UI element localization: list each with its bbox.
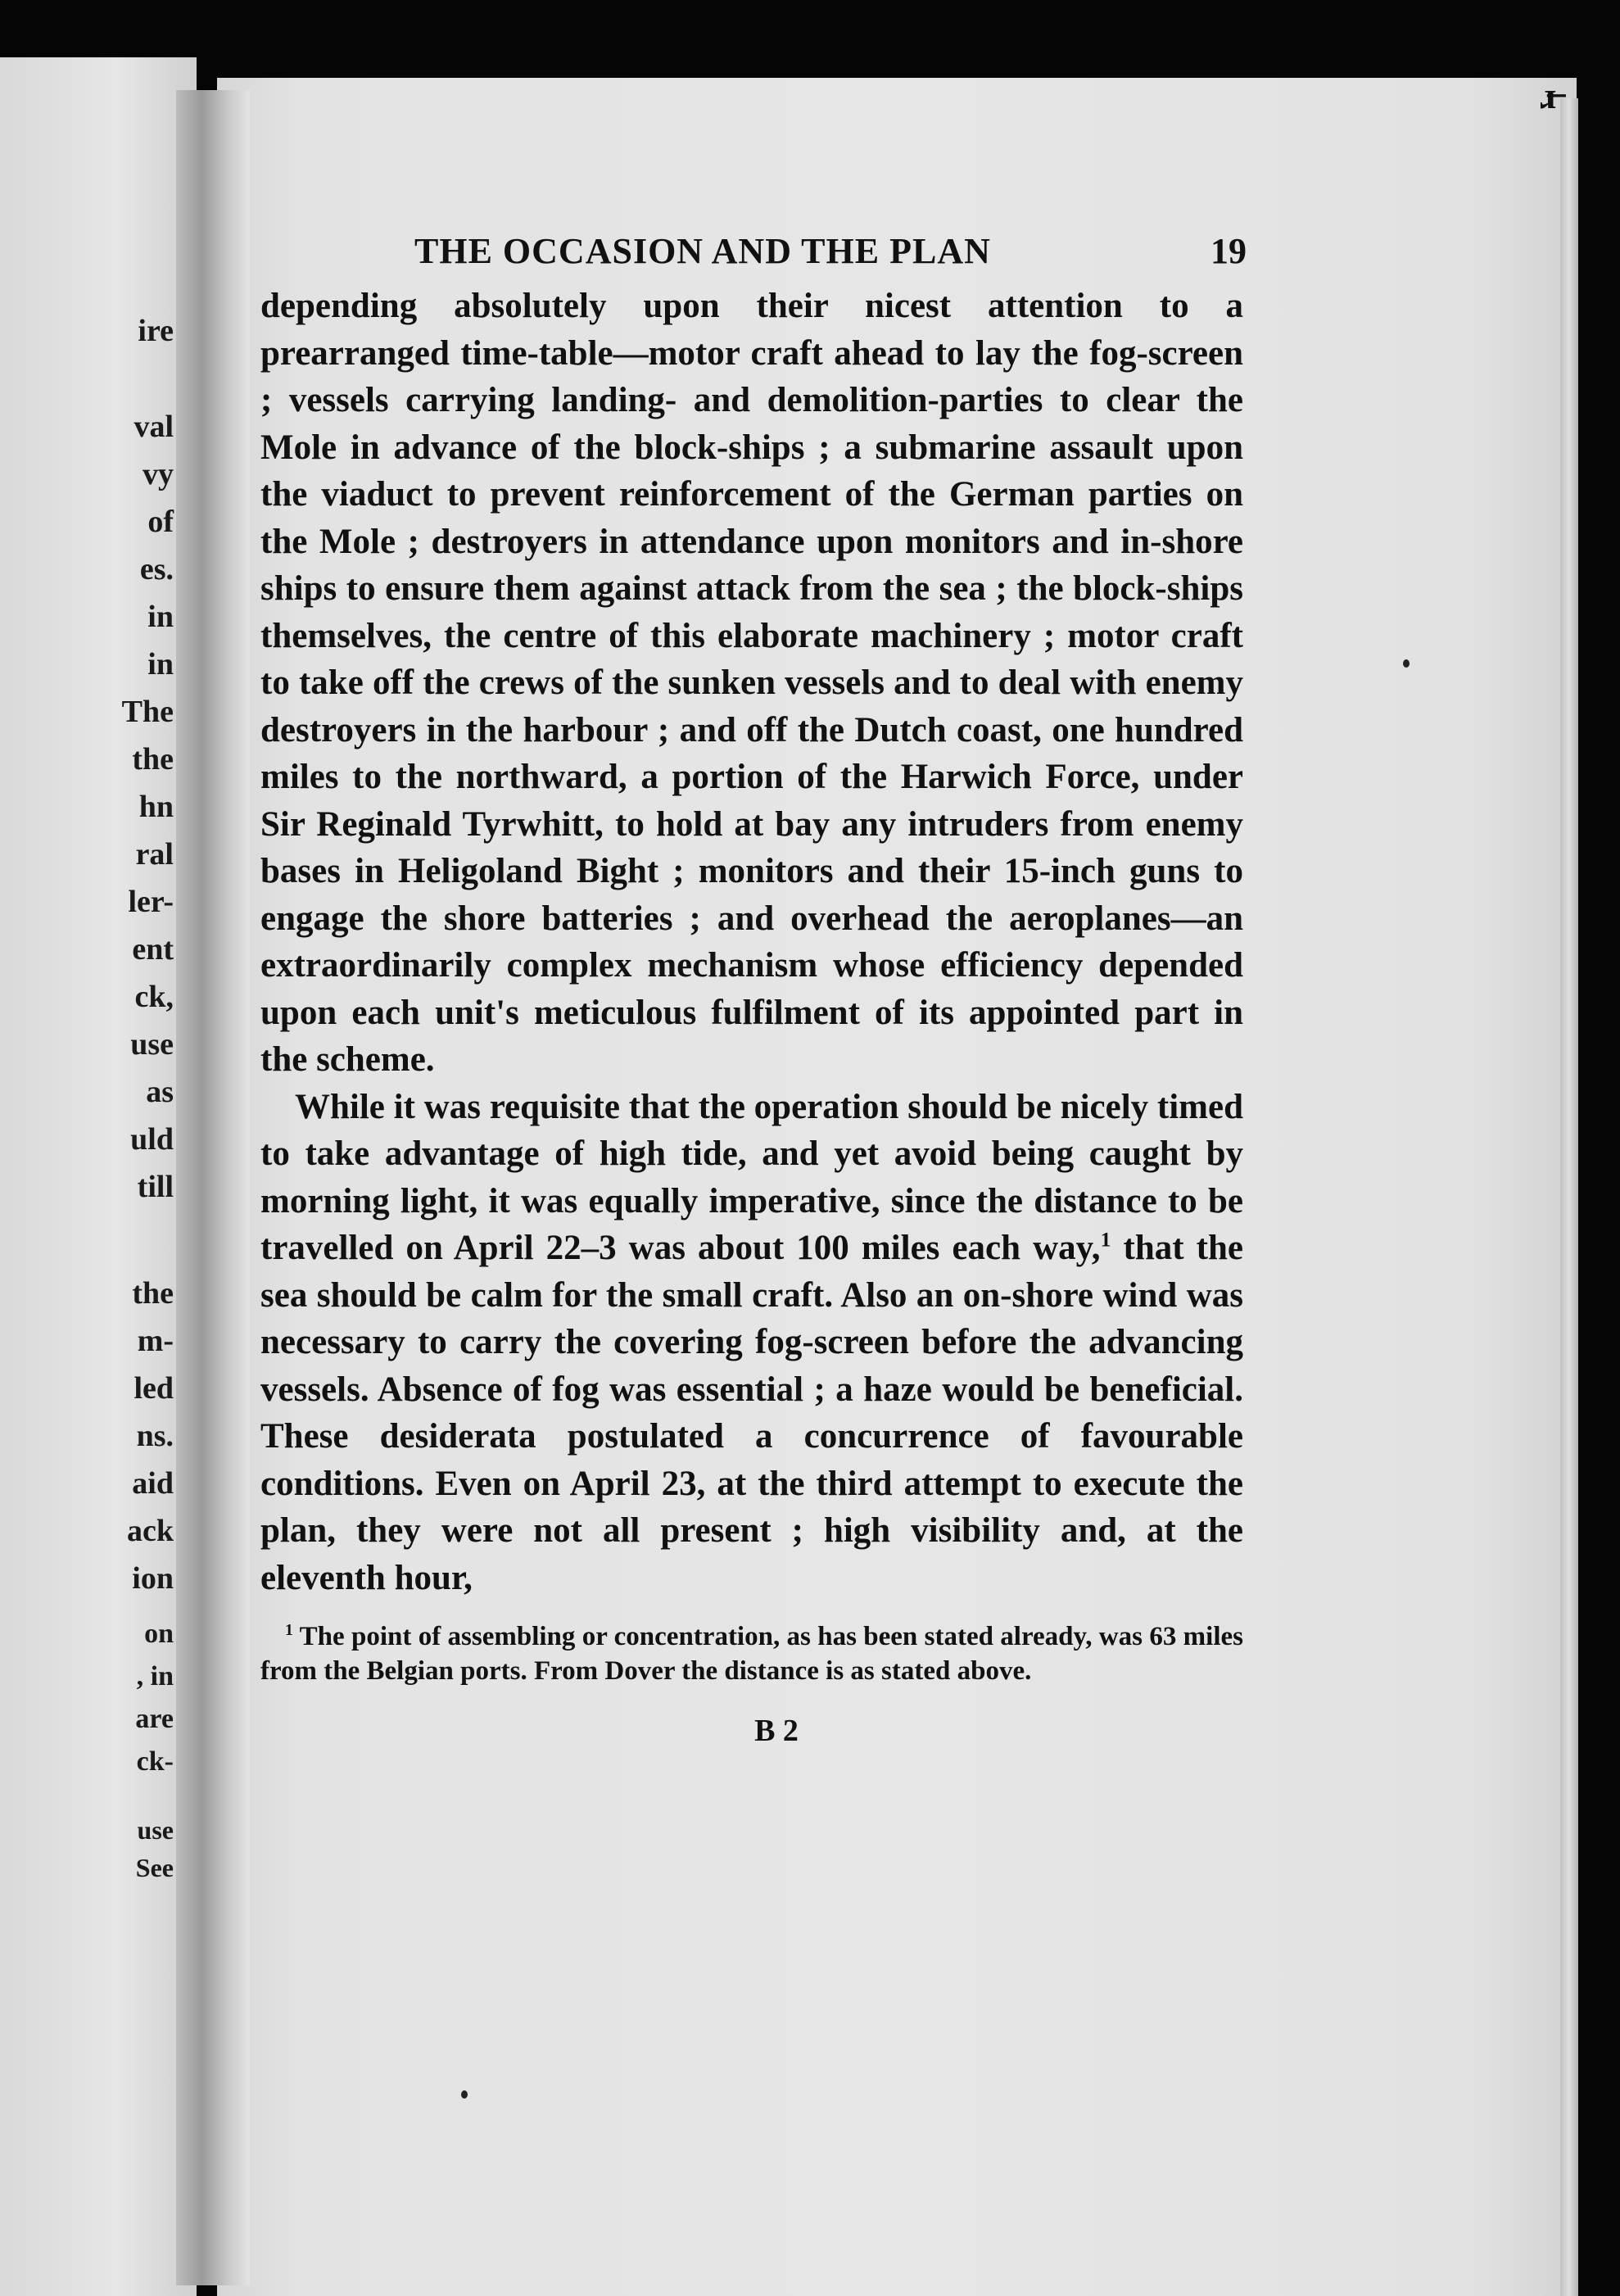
left-fragment: ion bbox=[132, 1561, 174, 1596]
left-fragment: in bbox=[147, 600, 174, 634]
left-fragment: es. bbox=[139, 552, 174, 586]
ink-speck bbox=[1403, 659, 1410, 668]
left-page-fragments bbox=[0, 57, 197, 2296]
left-fragment: led bbox=[133, 1371, 174, 1406]
left-fragment: vy bbox=[143, 457, 174, 491]
left-fragment: ck, bbox=[134, 980, 174, 1014]
left-fragment: as bbox=[146, 1075, 174, 1109]
running-head bbox=[260, 225, 1247, 283]
left-fragment: the bbox=[132, 742, 174, 777]
left-fragment: use bbox=[130, 1027, 174, 1062]
left-fragment: are bbox=[135, 1704, 174, 1734]
left-fragment: , in bbox=[136, 1661, 174, 1691]
left-fragment: m- bbox=[137, 1324, 174, 1358]
left-fragment: ack bbox=[127, 1514, 174, 1548]
paragraph-text: that the sea should be calm for the small craft. Also an on-shore wind was necessary to carry the covering fog-screen before the advancing vessels. Absence of fog was essential ; a haze would be beneficial. These desiderata postulated a concurrence of favourable conditions. Even on April 23, at the third attempt to execute the plan, they were not all present ; high visibility and, at the eleventh hour, bbox=[260, 1229, 1243, 1597]
left-fragment: uld bbox=[130, 1122, 174, 1157]
body-text bbox=[260, 283, 1243, 1601]
left-fragment: val bbox=[133, 410, 174, 444]
left-fragment: ck- bbox=[136, 1746, 174, 1777]
left-fragment: ire bbox=[138, 314, 174, 348]
left-fragment: aid bbox=[132, 1466, 174, 1501]
page-content bbox=[260, 225, 1247, 1749]
left-fragment: See bbox=[135, 1853, 174, 1882]
running-title: THE OCCASION AND THE PLAN bbox=[414, 231, 991, 271]
left-fragment: use bbox=[137, 1815, 174, 1845]
left-fragment: till bbox=[137, 1170, 174, 1204]
left-fragment: ler- bbox=[128, 885, 174, 919]
paragraph-text: While it was requisite that the operation should be nicely timed to take advantage of high tide, and yet avoid being caught by morning light, it was equally imperative, since the distance to be travelled on April 22–3 was about 100 miles each way, bbox=[260, 1087, 1243, 1267]
footnote-text: The point of assembling or concentration, as has been stated already, was 63 miles from the Belgian ports. From Dover the distance is as stated above. bbox=[260, 1622, 1243, 1686]
page-number: 19 bbox=[1210, 231, 1247, 271]
left-page bbox=[0, 57, 197, 2296]
left-fragment: ral bbox=[135, 837, 174, 872]
footnote-reference: 1 bbox=[1100, 1227, 1111, 1252]
paragraph bbox=[260, 1084, 1243, 1602]
book-gutter bbox=[176, 90, 250, 2285]
page-edge bbox=[1560, 98, 1578, 2296]
signature-mark: B 2 bbox=[754, 1714, 799, 1748]
left-fragment: ent bbox=[132, 932, 174, 967]
ink-speck bbox=[461, 2090, 468, 2099]
left-fragment: The bbox=[121, 695, 174, 729]
paragraph: depending absolutely upon their nicest attention to a prearranged time-table—motor craft ahead to lay the fog-screen ; vessels carrying landing- and demolition-parties to clear the Mole in advance of the block-ships ; a submarine assault upon the viaduct to prevent reinforcement of the German parties on the Mole ; destroyers in attendance upon monitors and in-shore ships to ensure them against attack from the sea ; the block-ships themselves, the centre of this elaborate machinery ; motor craft to take off the crews of the sunken vessels and to deal with enemy destroyers in the harbour ; and off the Dutch coast, one hundred miles to the northward, a portion of the Harwich Force, under Sir Reginald Tyrwhitt, to hold at bay any intruders from enemy bases in Heligoland Bight ; monitors and their 15-inch guns to engage the shore batteries ; and overhead the aeroplanes—an extraordinarily complex mechanism whose efficiency depended upon each unit's meticulous fulfilment of its appointed part in the scheme. bbox=[260, 287, 1243, 1079]
left-fragment: on bbox=[144, 1619, 174, 1649]
footnote-marker: 1 bbox=[285, 1621, 293, 1639]
left-fragment: of bbox=[147, 505, 174, 539]
left-fragment: in bbox=[147, 647, 174, 682]
left-fragment: ns. bbox=[136, 1419, 174, 1453]
left-fragment: the bbox=[132, 1276, 174, 1311]
corner-mark: ɹ̶ bbox=[1540, 75, 1557, 116]
footnote bbox=[260, 1619, 1243, 1688]
left-fragment: hn bbox=[138, 790, 174, 824]
